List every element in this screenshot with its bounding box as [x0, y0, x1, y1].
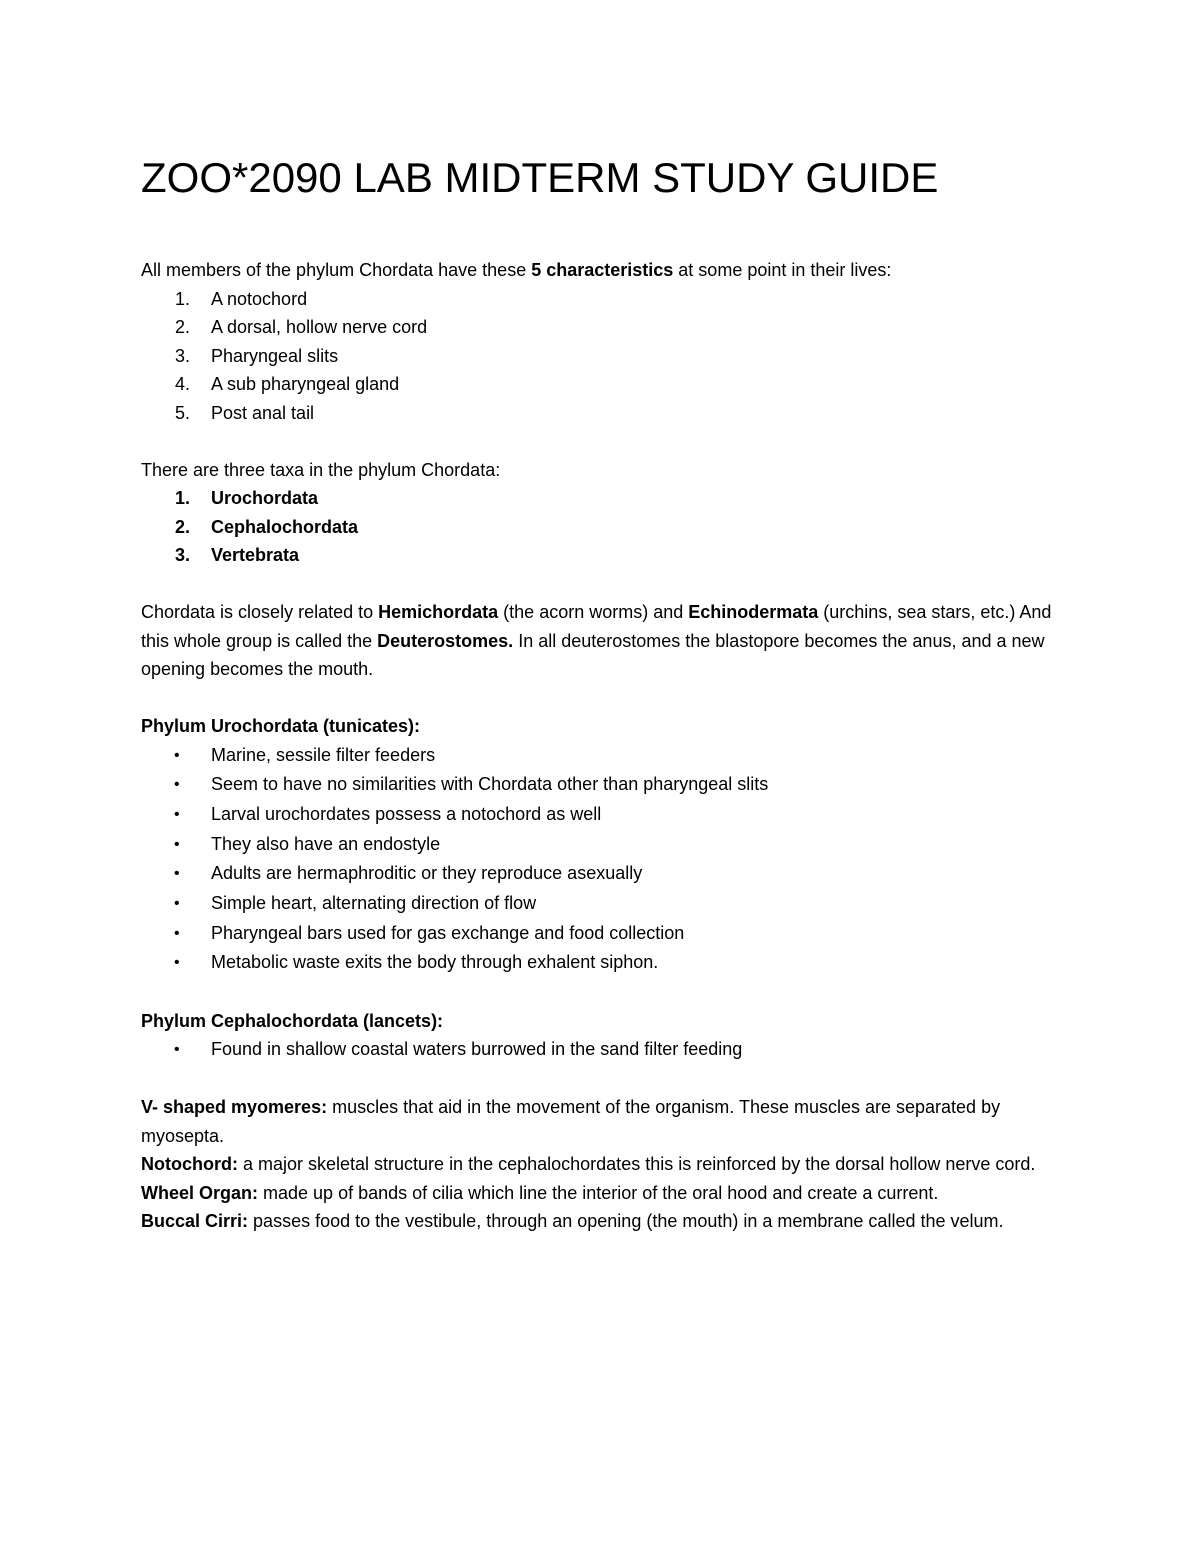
related-term: Deuterostomes. [377, 630, 514, 651]
related-text: (the acorn worms) and [498, 602, 689, 622]
list-item-text: Metabolic waste exits the body through exhalent siphon. [211, 952, 659, 973]
list-item-text: Seem to have no similarities with Chordata other than pharyngeal slits [211, 774, 769, 795]
bullet-icon: • [174, 746, 180, 764]
spacer [141, 684, 1061, 713]
document-title: ZOO*2090 LAB MIDTERM STUDY GUIDE [141, 154, 939, 201]
list-item-text: They also have an endostyle [211, 833, 441, 854]
list-number: 3. [175, 345, 191, 366]
bullet-icon: • [174, 954, 180, 972]
definition-wheel-organ [141, 1179, 1061, 1208]
list-item [141, 770, 1061, 800]
list-item-text: Marine, sessile filter feeders [211, 744, 436, 765]
definition-term: Buccal Cirri: [141, 1211, 249, 1232]
definition-text: muscles that aid in the movement of the organism. These muscles are separated by myosepta. [141, 1097, 1001, 1146]
list-item [141, 484, 1061, 513]
list-number: 1. [175, 288, 191, 309]
bullet-icon: • [174, 805, 180, 823]
list-item-text: Urochordata [211, 488, 319, 508]
definition-term: Notochord: [141, 1154, 238, 1175]
list-item-text: Cephalochordata [211, 516, 359, 537]
list-item-text: Pharyngeal slits [211, 345, 339, 366]
list-item-text: Simple heart, alternating direction of flow [211, 893, 537, 914]
list-item [141, 800, 1061, 830]
bullet-icon: • [174, 924, 180, 942]
list-item [141, 948, 1061, 978]
definition-myomeres [141, 1093, 1061, 1150]
list-item [141, 919, 1061, 949]
spacer [141, 570, 1061, 599]
list-number: 5. [175, 402, 191, 423]
taxa-intro: There are three taxa in the phylum Chordata: [141, 459, 501, 480]
document-content [141, 148, 1061, 1236]
list-item-text: Post anal tail [211, 402, 315, 423]
intro-bold: 5 characteristics [531, 260, 674, 280]
list-item [141, 1035, 1061, 1065]
related-text: (urchins, sea stars, etc.) And this whole group is called the [141, 602, 1052, 651]
list-number: 3. [175, 545, 191, 565]
definition-text: passes food to the vestibule, through an opening (the mouth) in a membrane called the velum. [248, 1211, 1004, 1232]
list-item [141, 285, 1061, 314]
list-item-text: A sub pharyngeal gland [211, 374, 400, 394]
list-item [141, 859, 1061, 889]
list-item-text: Larval urochordates possess a notochord as well [211, 803, 602, 824]
definition-term: Wheel Organ: [141, 1182, 259, 1203]
definition-notochord [141, 1150, 1061, 1179]
intro-text: All members of the phylum Chordata have these [141, 260, 532, 280]
list-item-text: Vertebrata [211, 545, 300, 565]
definition-term: V- shaped myomeres: [141, 1097, 328, 1118]
related-text: In all deuterostomes the blastopore becomes the anus, and a new opening becomes the mouth. [141, 630, 1045, 679]
list-item-text: Adults are hermaphroditic or they reproduce asexually [211, 863, 643, 884]
definition-buccal-cirri [141, 1207, 1061, 1236]
cephalochordata-list [141, 1035, 1061, 1065]
intro-paragraph [141, 256, 1061, 285]
list-item [141, 313, 1061, 342]
list-number: 2. [175, 317, 191, 337]
bullet-icon: • [174, 1041, 180, 1059]
bullet-icon: • [174, 835, 180, 853]
list-item [141, 889, 1061, 919]
list-item [141, 342, 1061, 371]
urochordata-heading: Phylum Urochordata (tunicates): [141, 716, 421, 736]
list-number: 2. [175, 516, 191, 537]
related-term: Echinodermata [688, 602, 819, 622]
spacer [141, 978, 1061, 1007]
list-item [141, 541, 1061, 570]
related-text: Chordata is closely related to [141, 602, 379, 622]
bullet-icon: • [174, 895, 180, 913]
intro-text-end: at some point in their lives: [673, 260, 892, 280]
list-item-text: A dorsal, hollow nerve cord [211, 317, 428, 337]
definition-text: a major skeletal structure in the cephalochordates this is reinforced by the dorsal hollow nerve cord. [237, 1154, 1036, 1175]
list-item [141, 830, 1061, 860]
list-item [141, 513, 1061, 542]
spacer [141, 427, 1061, 456]
list-item-text: A notochord [211, 288, 308, 309]
bullet-icon: • [174, 776, 180, 794]
list-item [141, 399, 1061, 428]
list-item [141, 741, 1061, 771]
definition-text: made up of bands of cilia which line the interior of the oral hood and create a current. [258, 1182, 939, 1203]
list-number: 4. [175, 374, 191, 394]
characteristics-list [141, 285, 1061, 428]
list-number: 1. [175, 488, 191, 508]
cephalochordata-heading: Phylum Cephalochordata (lancets): [141, 1010, 444, 1031]
related-paragraph [141, 598, 1061, 684]
related-term: Hemichordata [378, 602, 499, 622]
urochordata-list [141, 741, 1061, 979]
list-item-text: Found in shallow coastal waters burrowed in the sand filter feeding [211, 1039, 743, 1060]
spacer [141, 1065, 1061, 1094]
bullet-icon: • [174, 865, 180, 883]
list-item [141, 370, 1061, 399]
list-item-text: Pharyngeal bars used for gas exchange and food collection [211, 922, 685, 943]
taxa-list [141, 484, 1061, 570]
